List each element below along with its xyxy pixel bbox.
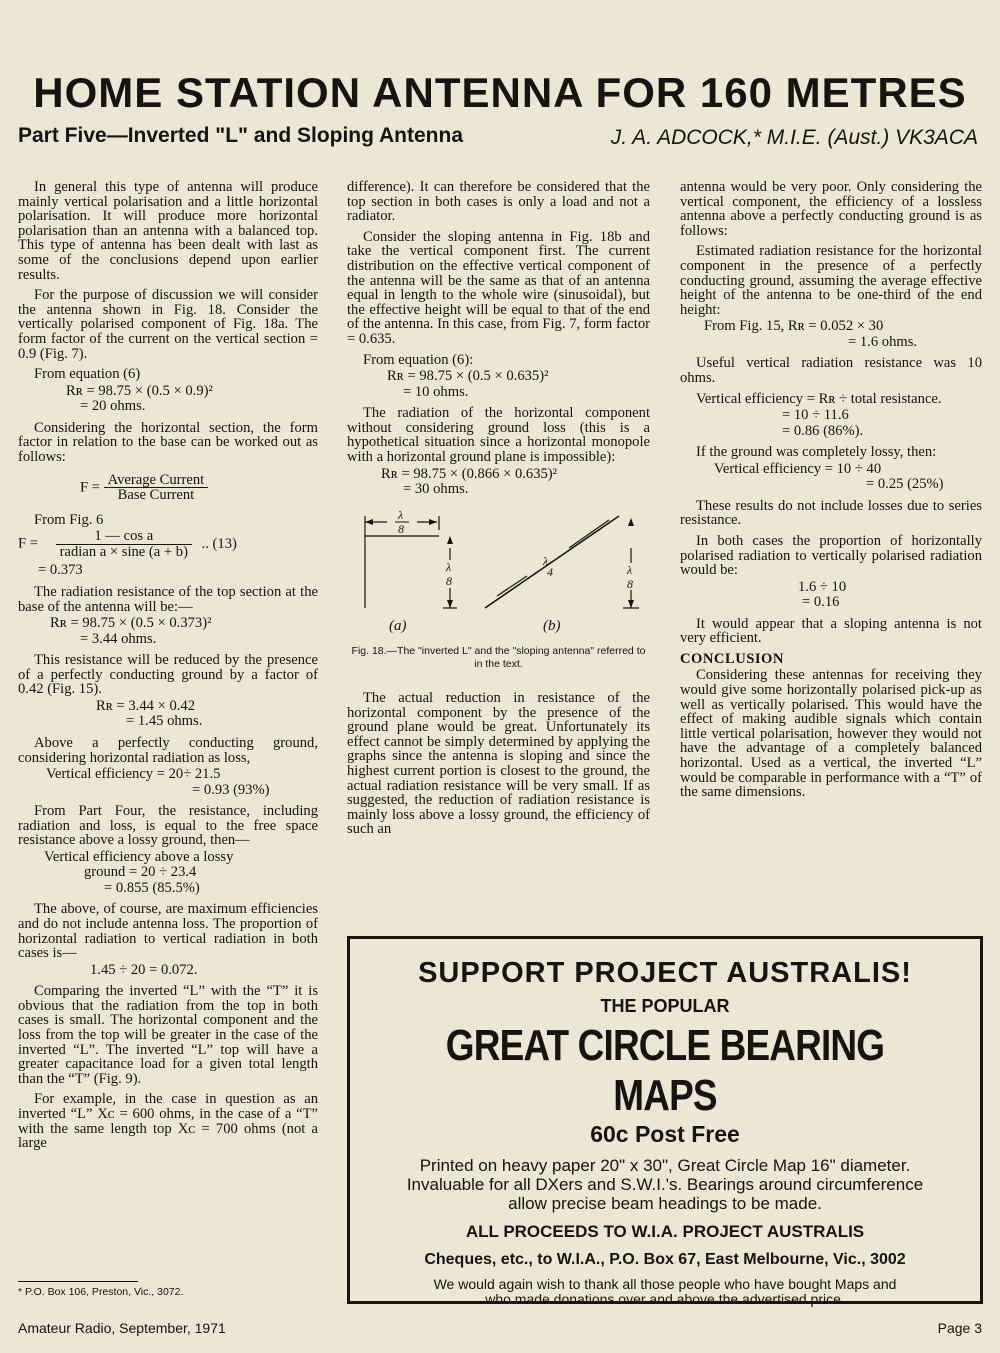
paragraph: These results do not include losses due to series resistance. bbox=[680, 497, 982, 529]
equation bbox=[18, 699, 318, 730]
equation-line: = 0.16 bbox=[802, 594, 840, 611]
paragraph: Considering the horizontal section, the form factor in relation to the base can be worked out as follows: bbox=[18, 419, 318, 465]
fraction-numerator: Average Current bbox=[104, 473, 209, 489]
antenna-diagram bbox=[347, 508, 650, 638]
equation bbox=[347, 467, 650, 498]
ad-subheadline: THE POPULAR bbox=[600, 996, 730, 1016]
equation bbox=[680, 319, 982, 350]
equation-line: Rʀ = 98.75 × (0.5 × 0.373)² bbox=[50, 615, 212, 632]
arrowhead bbox=[628, 600, 634, 608]
ad-description-line: Printed on heavy paper 20" x 30", Great Circle Map 16" diameter. bbox=[419, 1156, 911, 1175]
ad-description-line: allow precise beam headings to be made. bbox=[508, 1194, 822, 1213]
equation-line: = 1.45 ohms. bbox=[126, 713, 203, 730]
paragraph: The radiation resistance of the top section at the base of the antenna will be:— bbox=[18, 583, 318, 615]
lambda-label: λ bbox=[446, 559, 452, 574]
equation-line: Rʀ = 98.75 × (0.5 × 0.9)² bbox=[66, 382, 213, 399]
equation-label: F = bbox=[80, 478, 100, 495]
fraction bbox=[104, 473, 209, 503]
equation-line: 1.6 ÷ 10 bbox=[798, 578, 847, 595]
ad-address: Cheques, etc., to W.I.A., P.O. Box 67, East Melbourne, Vic., 3002 bbox=[424, 1251, 906, 1268]
footer-publication: Amateur Radio, September, 1971 bbox=[18, 1320, 226, 1336]
equation bbox=[18, 767, 318, 798]
paragraph: From Fig. 6 bbox=[34, 511, 104, 528]
ad-description bbox=[350, 1156, 980, 1213]
equation-label: F = bbox=[18, 535, 38, 552]
paragraph: Vertical efficiency = Rʀ ÷ total resistance. bbox=[696, 390, 942, 407]
arrowhead bbox=[365, 519, 373, 525]
article-author: J. A. ADCOCK,* M.I.E. (Aust.) VK3ACA bbox=[610, 126, 978, 149]
paragraph: From equation (6) bbox=[34, 366, 141, 383]
dimension-line bbox=[497, 576, 527, 596]
arrowhead bbox=[429, 519, 437, 525]
column-2 bbox=[347, 180, 650, 843]
equation bbox=[680, 408, 982, 439]
paragraph: Useful vertical radiation resistance was 10 ohms. bbox=[680, 355, 982, 386]
equation-line: = 0.93 (93%) bbox=[192, 781, 270, 798]
paragraph: Considering these antennas for receiving they would give some horizontally polarised pick-up as well as vertically polarised. This would have the effect of making audible signals which contain little vertical polarisation, however they would not have the advantage of a completely balanced horizontal. Used as a vertical, the inverted “L” would be comparable in performance with a “T” of the same dimensions. bbox=[680, 667, 982, 801]
lambda-label: λ bbox=[398, 507, 404, 522]
paragraph: The radiation of the horizontal component without considering ground loss (this is a hypothetical situation since a horizontal monopole with a horizontal ground plane is impossible): bbox=[347, 405, 650, 465]
form-factor-equation-13 bbox=[18, 529, 318, 579]
equation bbox=[18, 850, 318, 897]
equation-line: Vertical efficiency above a lossy bbox=[44, 848, 234, 865]
paragraph: Above a perfectly conducting ground, considering horizontal radiation as loss, bbox=[18, 734, 318, 766]
paragraph: antenna would be very poor. Only considering the vertical component, the efficiency of a lossless antenna above a perfectly conducting ground is as follows: bbox=[680, 179, 982, 239]
dimension-line bbox=[569, 520, 609, 548]
section-heading: CONCLUSION bbox=[680, 650, 784, 667]
equation-line: = 0.86 (86%). bbox=[782, 422, 864, 439]
paragraph: In general this type of antenna will produce mainly vertical polarisation and a little horizontal polarisation. It will produce more horizontal polarisation than an antenna with a balanced top. This type of antenna has been dealt with last as some of the conclusions depend upon earlier results. bbox=[18, 179, 318, 283]
equation bbox=[18, 963, 318, 979]
paragraph: If the ground was completely lossy, then: bbox=[696, 444, 937, 461]
arrowhead bbox=[628, 518, 634, 526]
paragraph: Estimated radiation resistance for the horizontal component in the presence of a perfectly conducting ground, assuming the average effective height of the antenna to be one-third of the end height: bbox=[680, 243, 982, 318]
paragraph: The actual reduction in resistance of the horizontal component by the presence of the ground plane would be great. Unfortunately its effect cannot be simply determined by applying the graphs since the antenna is sloping and since the highest current portion is closest to the ground, the actual radiation resistance will be very small. If as suggested, the reduction of radiation resistance is mainly loss above a lossy ground, the efficiency of such an bbox=[347, 690, 650, 838]
denominator-label: 8 bbox=[446, 573, 452, 588]
paragraph: In both cases the proportion of horizontally polarised radiation to vertically polarised radiation would be: bbox=[680, 532, 982, 579]
equation-line: From Fig. 15, Rʀ = 0.052 × 30 bbox=[704, 318, 884, 335]
form-factor-equation bbox=[18, 473, 318, 503]
sloping-wire-b bbox=[485, 516, 619, 608]
equation-line: Vertical efficiency = 20÷ 21.5 bbox=[46, 766, 221, 783]
ad-product-title: GREAT CIRCLE BEARING MAPS bbox=[445, 1021, 885, 1120]
equation bbox=[680, 462, 982, 493]
denominator-label: 8 bbox=[627, 576, 633, 591]
author-footnote: * P.O. Box 106, Preston, Vic., 3072. bbox=[18, 1286, 184, 1298]
equation-line: ground = 20 ÷ 23.4 bbox=[84, 864, 197, 881]
ad-thanks-line: We would again wish to thank all those people who have bought Maps and bbox=[433, 1276, 897, 1292]
column-3 bbox=[680, 180, 982, 806]
equation-line: = 10 ÷ 11.6 bbox=[782, 407, 849, 424]
ad-thanks bbox=[350, 1277, 980, 1307]
equation-line: Vertical efficiency = 10 ÷ 40 bbox=[714, 460, 882, 477]
paragraph: It would appear that a sloping antenna is not very efficient. bbox=[680, 615, 982, 647]
equation bbox=[18, 616, 318, 647]
fraction-denominator: Base Current bbox=[117, 487, 195, 504]
lambda-label: λ bbox=[543, 553, 549, 568]
equation bbox=[18, 384, 318, 415]
article-subtitle: Part Five—Inverted "L" and Sloping Antenna bbox=[18, 124, 464, 147]
paragraph: The above, of course, are maximum efficiencies and do not include antenna loss. The proportion of horizontal radiation to vertical radiation in both cases is— bbox=[18, 901, 318, 962]
figure-label-b: (b) bbox=[543, 617, 561, 634]
equation bbox=[347, 369, 650, 400]
equation-line: = 0.855 (85.5%) bbox=[104, 879, 200, 896]
paragraph: From equation (6): bbox=[363, 351, 474, 368]
ad-headline: SUPPORT PROJECT AUSTRALIS! bbox=[418, 957, 912, 989]
fraction-numerator: 1 — cos a bbox=[56, 529, 192, 545]
denominator-label: 4 bbox=[547, 564, 553, 579]
arrowhead bbox=[447, 600, 453, 608]
equation-line: = 30 ohms. bbox=[403, 481, 469, 497]
equation-number: .. (13) bbox=[201, 535, 237, 552]
equation-line: Rʀ = 98.75 × (0.866 × 0.635)² bbox=[381, 465, 558, 482]
paragraph: For the purpose of discussion we will consider the antenna shown in Fig. 18. Consider the vertically polarised component of Fig. 18a. The form factor of the current on the vertical section = 0.9 (Fig. 7). bbox=[18, 287, 318, 362]
fraction-denominator: radian a × sine (a + b) bbox=[59, 543, 188, 560]
equation-line: Rʀ = 98.75 × (0.5 × 0.635)² bbox=[387, 368, 549, 385]
equation-line: = 0.25 (25%) bbox=[866, 476, 944, 493]
paragraph: From Part Four, the resistance, including radiation and loss, is equal to the free space resistance above a lossy ground, then— bbox=[18, 803, 318, 849]
equation-line: = 1.6 ohms. bbox=[848, 333, 918, 350]
paragraph: For example, in the case in question as an inverted “L” Xᴄ = 600 ohms, in the case of a “T” with the same length top Xᴄ = 700 ohms (not a large bbox=[18, 1091, 318, 1152]
arrowhead bbox=[447, 536, 453, 544]
lambda-label: λ bbox=[627, 562, 633, 577]
equation-line: = 0.373 bbox=[38, 562, 83, 579]
figure-label-a: (a) bbox=[389, 617, 407, 634]
paragraph: difference). It can therefore be considered that the top section in both cases is only a load and not a radiator. bbox=[347, 179, 650, 225]
equation-line: 1.45 ÷ 20 = 0.072. bbox=[90, 961, 198, 978]
ad-thanks-line: who made donations over and above the advertised price. bbox=[485, 1291, 845, 1307]
article-title: HOME STATION ANTENNA FOR 160 METRES bbox=[33, 69, 967, 116]
equation bbox=[680, 580, 982, 611]
denominator-label: 8 bbox=[398, 521, 404, 536]
ad-proceeds: ALL PROCEEDS TO W.I.A. PROJECT AUSTRALIS bbox=[465, 1222, 865, 1241]
equation-line: = 3.44 ohms. bbox=[80, 630, 157, 647]
advertisement-box bbox=[347, 936, 983, 1307]
footnote-divider bbox=[18, 1281, 138, 1282]
page-number: Page 3 bbox=[937, 1320, 982, 1336]
equation-line: Rʀ = 3.44 × 0.42 bbox=[96, 697, 195, 714]
fraction bbox=[56, 529, 192, 559]
ad-description-line: Invaluable for all DXers and S.W.I.'s. Bearings around circumference bbox=[406, 1175, 924, 1194]
figure-caption: Fig. 18.—The "inverted L" and the "sloping antenna" referred to in the text. bbox=[351, 645, 646, 671]
equation-line: = 20 ohms. bbox=[80, 398, 146, 415]
paragraph: Comparing the inverted “L” with the “T” it is obvious that the radiation from the top in both cases is small. The horizontal component and the loss from the top will be greater in the case of the inverted “L”. The inverted “L” top will have a greater capacitance load for a given total length than the “T” (Fig. 9). bbox=[18, 983, 318, 1087]
paragraph: This resistance will be reduced by the presence of a perfectly conducting ground by a factor of 0.42 (Fig. 15). bbox=[18, 652, 318, 698]
figure-18 bbox=[347, 508, 650, 672]
paragraph: Consider the sloping antenna in Fig. 18b and take the vertical component first. The current distribution on the effective vertical component of the antenna will be the same as that of an antenna equal in length to the whole wire (sinusoidal), but the effective height will be equal to that of the end of the antenna. In this case, from Fig. 7, form factor = 0.635. bbox=[347, 228, 650, 347]
ad-price: 60c Post Free bbox=[590, 1121, 740, 1147]
column-1 bbox=[18, 180, 318, 1157]
equation-line: = 10 ohms. bbox=[403, 383, 469, 400]
